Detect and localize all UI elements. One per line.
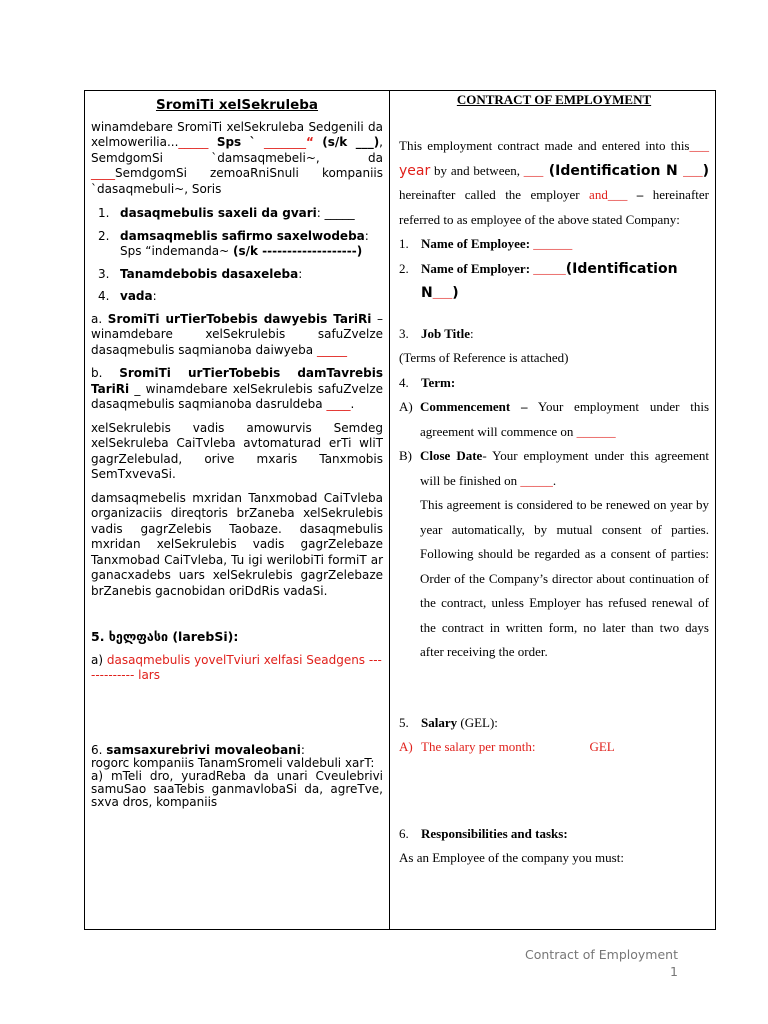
list-item: 1. dasaqmebulis saxeli da gvari: _____ [98,206,355,220]
duties-item-a: a) mTeli dro, yuradReba da unari Cveulebrivi samuSao saaTebis ganmavlobaSi da, agreTve, sxva dros, kompaniis [91,768,383,809]
responsibilities-intro: As an Employee of the company you must: [399,850,624,865]
left-numbered-list [91,206,383,305]
duties-intro: rogorc kompaniis TanamSromeli valdebuli xarT: [91,755,375,770]
blank: _____ [316,342,347,357]
salary-clause: a) dasaqmebulis yovelTviuri xelfasi Seadgens ------------- lars [91,652,382,682]
list-item: 3. Tanamdebobis dasaxeleba: [98,266,303,281]
page-number: 1 [670,964,678,979]
blank: _____ [520,472,553,488]
right-title: CONTRACT OF EMPLOYMENT [456,92,652,107]
blank: _____ [178,135,209,149]
left-intro: winamdebare SromiTi xelSekruleba Sedgenili da xelmowerilia..._____ Sps ` _______“ (s/k ___), SemdgomSi `damsaqmebeli~, da ____SemdgomSi zemoaRniSnuli kompaniis `dasaqmebuli~, Soris [91,119,383,196]
term-item: 4. Term: [399,374,456,390]
blank: ______ [576,423,616,439]
blank: _____ [533,260,566,276]
end-date-clause: b. SromiTi urTierTobebis damTavrebis TariRi _ winamdebare xelSekrulebis safuZvelze dasaqmebulis saqmianoba dasruldeba ____. [91,366,383,411]
renewal-paragraph: xelSekrulebis vadis amowurvis Semdeg xelSekruleba CaiTvleba avtomaturad erTi wliT gagrZelebulad, orive mxaris Tanxmobis SemTxvevaSi. [91,420,383,481]
page-footer [525,946,678,980]
blank: ___ [683,162,703,178]
right-intro: This employment contract made and entered into this___ year by and between, ___ (Identification N ___) hereinafter called the employer and___ – hereinafter referred to as employee of the above stated Company: [399,138,709,227]
blank: _______ [264,135,306,149]
salary-per-month: A) The salary per month: GEL [399,739,615,754]
blank: ___ [607,187,628,202]
employer-id-line: N___) [421,285,459,301]
consent-paragraph: damsaqmebelis mxridan Tanxmobad CaiTvleba organizaciis direqtoris brZaneba xelSekrulebis vadis gagrZelebis Taobaze. dasaqmebulis mxridan xelSekrulebis vadis gagrZelebaze Tanxmobad CaiTvleba, Tu igi werilobiTi formiT ar ganacxadebs uars xelSekrulebis gagrZelebaze brZanebis gacnobidan oriDdRis vadaSi. [91,490,383,598]
salary-heading: 5. ხელფასი (larebSi): [91,629,239,644]
responsibilities-item: 6. Responsibilities and tasks: [399,825,568,841]
employee-name-item: 1. Name of Employee: ______ [399,236,573,251]
contract-table [84,90,716,930]
blank: ___ [689,138,709,153]
duties-heading: 6. samsaxurebrivi movaleobani: [91,742,305,757]
blank: ____ [326,397,351,411]
start-date-clause: a. SromiTi urTierTobebis dawyebis TariRi – winamdebare xelSekrulebis safuZvelze dasaqmebulis saqmianoba daiwyeba _____ [91,311,384,357]
renewal-paragraph: This agreement is considered to be renewed on year by year automatically, by mutual consent of parties. Following should be regarded as a consent of parties: Order of the Company’s director about continuation of the contract, unless Employer has refused renewal of the contract in written form, no later than two days after receiving the order. [420,497,709,659]
blank: ___ [523,162,544,178]
job-title-item: 3. Job Title: [399,325,474,341]
salary-item: 5. Salary (GEL): [399,714,498,730]
list-item: 2. damsaqmeblis safirmo saxelwodeba: Sps “indemanda~ (s/k -------------------) [98,228,369,258]
employer-name-item: 2. Name of Employer: _____(Identification [399,260,678,277]
footer-title: Contract of Employment [525,947,678,962]
blank: ___ [432,285,453,300]
left-column [85,91,390,929]
close-date-clause: B) Close Date- Your employment under this agreement will be finished on _____. This agreement is considered to be renewed on year by year automatically, by mutual consent of parties. Following should be regarded as a consent of parties: Order of the Company’s director about continuation of the contract, unless Employer has refused renewal of the contract in written form, no later than two days after receiving the order. [399,444,709,665]
left-title: SromiTi xelSekruleba [155,97,319,113]
blank: ____ [91,166,115,180]
commencement-clause: A) Commencement – Your employment under this agreement will commence on ______ [399,399,709,439]
blank: ______ [533,236,573,251]
job-title-note: (Terms of Reference is attached) [399,350,569,365]
right-column [390,91,717,929]
list-item: 4. vada: [98,289,157,303]
